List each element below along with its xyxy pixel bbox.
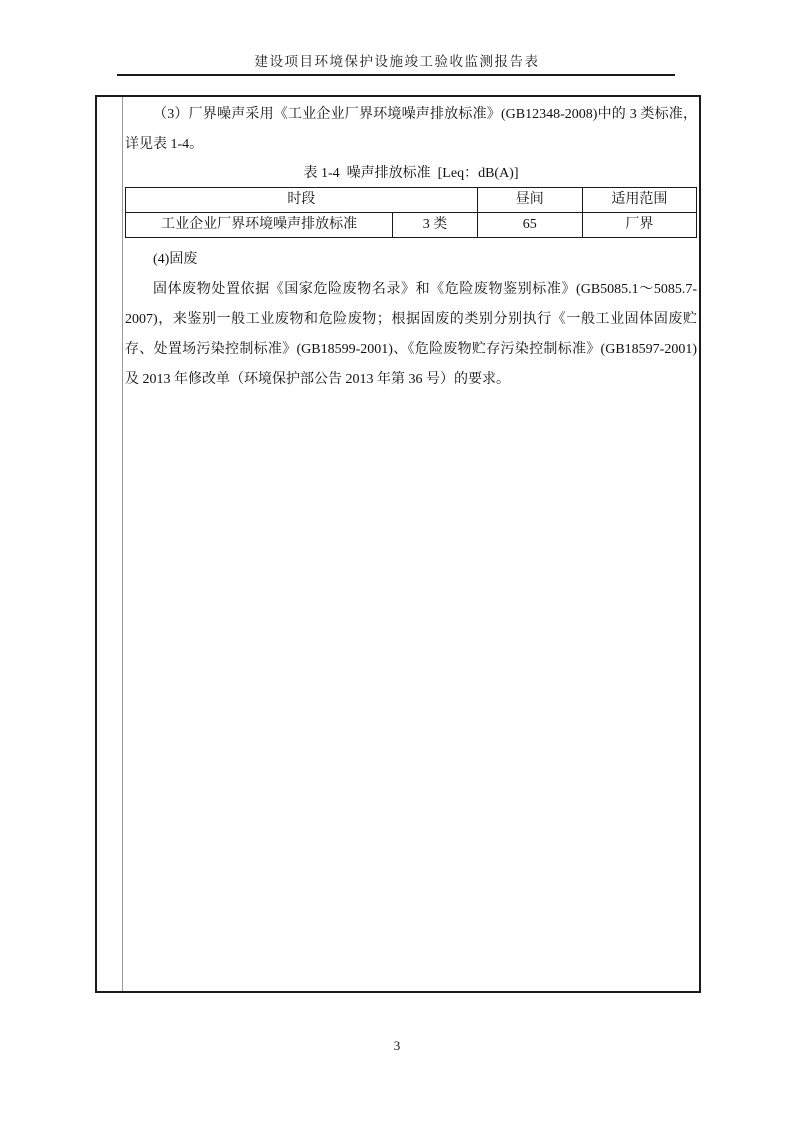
period-header-cell: 时段	[126, 188, 478, 213]
solid-waste-heading: (4)固废	[153, 252, 198, 267]
daytime-value-cell: 65	[477, 213, 582, 238]
standard-name-cell: 工业企业厂界环境噪声排放标准	[126, 213, 393, 238]
stub-column	[97, 97, 123, 991]
scope-header-cell: 适用范围	[582, 188, 696, 213]
daytime-header-cell: 昼间	[477, 188, 582, 213]
noise-standard-paragraph: （3）厂界噪声采用《工业企业厂界环境噪声排放标准》(GB12348-2008)中的 3 类标准，详见表 1-4。	[125, 107, 697, 152]
page-number: 3	[393, 1038, 401, 1053]
noise-standard-table	[125, 187, 697, 238]
content-cell	[123, 97, 699, 991]
noise-table-header-row	[126, 188, 697, 213]
category-cell: 3 类	[393, 213, 478, 238]
header-rule	[117, 74, 675, 76]
document-header-title: 建设项目环境保护设施竣工验收监测报告表	[254, 54, 540, 69]
report-form-frame	[95, 95, 701, 993]
scope-value-cell: 厂界	[582, 213, 696, 238]
noise-table-data-row	[126, 213, 697, 238]
solid-waste-paragraph: 固体废物处置依据《国家危险废物名录》和《危险废物鉴别标准》(GB5085.1～5085.7-2007)，来鉴别一般工业废物和危险废物；根据固废的类别分别执行《一般工业固体固废贮存、处置场污染控制标准》(GB18599-2001)、《危险废物贮存污染控制标准》(GB18597-2001) 及 2013 年修改单（环境保护部公告 2013 年第 36 号）的要求。	[125, 282, 697, 387]
noise-table-caption: 表 1-4 噪声排放标准 [Leq：dB(A)]	[303, 166, 519, 181]
